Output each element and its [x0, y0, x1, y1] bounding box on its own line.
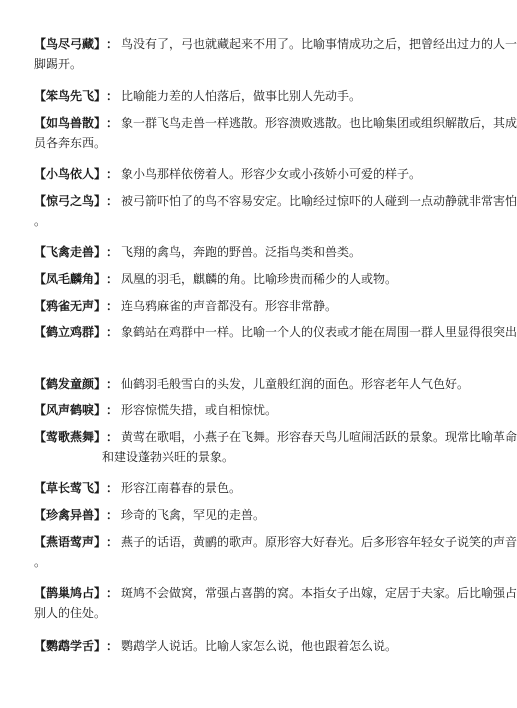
- colon: ：: [106, 245, 119, 259]
- idiom-term: 【鹤发童颜】: [34, 377, 107, 391]
- idiom-term: 【笨鸟先飞】: [34, 89, 107, 103]
- idiom-term: 【鹤立鸡群】: [34, 325, 107, 339]
- idiom-term: 【小鸟依人】: [34, 167, 107, 181]
- colon: ：: [106, 299, 119, 313]
- idiom-definition: 象鹤站在鸡群中一样。比喻一个人的仪表或才能在周围一群人里显得很突出: [121, 325, 517, 339]
- idiom-definition-continued: 。: [34, 214, 47, 228]
- colon: ：: [106, 325, 119, 339]
- idiom-definition: 黄莺在歌唱，小燕子在飞舞。形容春天鸟儿喧闹活跃的景象。现常比喻革命: [121, 430, 517, 444]
- idiom-entry: [34, 636, 472, 656]
- idiom-definition: 凤凰的羽毛，麒麟的角。比喻珍贵而稀少的人或物。: [121, 272, 398, 286]
- idiom-definition: 仙鹤羽毛般雪白的头发，儿童般红润的面色。形容老年人气色好。: [121, 377, 470, 391]
- colon: ：: [106, 403, 119, 417]
- idiom-term: 【飞禽走兽】: [34, 245, 107, 259]
- idiom-definition: 鹦鹉学人说话。比喻人家怎么说，他也跟着怎么说。: [121, 639, 398, 653]
- idiom-definition: 形容江南暮春的景色。: [121, 481, 242, 495]
- idiom-entry: [34, 34, 517, 74]
- idiom-definition: 象一群飞鸟走兽一样逃散。形容溃败逃散。也比喻集团或组织解散后，其成: [121, 116, 517, 130]
- idiom-definition: 鸟没有了，弓也就藏起来不用了。比喻事情成功之后，把曾经出过力的人一: [121, 37, 517, 51]
- idiom-definition: 燕子的话语，黄鹂的歌声。原形容大好春光。后多形容年轻女子说笑的声音: [121, 535, 517, 549]
- idiom-definition-continued: 。: [34, 555, 47, 569]
- colon: ：: [106, 272, 119, 286]
- idiom-entry: [34, 532, 517, 572]
- idiom-definition: 珍奇的飞禽，罕见的走兽。: [121, 508, 266, 522]
- idiom-definition-continued: 和建设蓬勃兴旺的景象。: [102, 450, 235, 464]
- idiom-definition-continued: 员各奔东西。: [34, 136, 107, 150]
- idiom-term: 【鹦鹉学舌】: [34, 639, 107, 653]
- idiom-term: 【草长莺飞】: [34, 481, 107, 495]
- idiom-definition-continued: 别人的住处。: [34, 606, 107, 620]
- idiom-term: 【莺歌燕舞】: [34, 430, 107, 444]
- idiom-entry: [34, 113, 517, 153]
- idiom-entry: [34, 164, 472, 184]
- idiom-entry: [34, 583, 517, 623]
- idiom-term: 【如鸟兽散】: [34, 116, 107, 130]
- idiom-definition-continued: 脚踢开。: [34, 57, 83, 71]
- idiom-term: 【风声鹤唳】: [34, 403, 107, 417]
- idiom-definition: 被弓箭吓怕了的鸟不容易安定。比喻经过惊吓的人碰到一点动静就非常害怕: [121, 194, 517, 208]
- idiom-term: 【珍禽异兽】: [34, 508, 107, 522]
- colon: ：: [106, 116, 119, 130]
- idiom-definition: 斑鸠不会做窝，常强占喜鹊的窝。本指女子出嫁，定居于夫家。后比喻强占: [121, 586, 517, 600]
- colon: ：: [106, 535, 119, 549]
- colon: ：: [106, 194, 119, 208]
- idiom-entry: [34, 296, 472, 316]
- idiom-term: 【燕语莺声】: [34, 535, 107, 549]
- idiom-term: 【惊弓之鸟】: [34, 194, 107, 208]
- colon: ：: [106, 481, 119, 495]
- idiom-definition: 连乌鸦麻雀的声音都没有。形容非常静。: [121, 299, 338, 313]
- idiom-entry: [34, 427, 517, 467]
- idiom-entry: [34, 322, 517, 342]
- colon: ：: [106, 37, 119, 51]
- idiom-term: 【鸦雀无声】: [34, 299, 107, 313]
- idiom-entry: [34, 505, 472, 525]
- idiom-definition: 象小鸟那样依傍着人。形容少女或小孩娇小可爱的样子。: [121, 167, 422, 181]
- idiom-entry: [34, 191, 517, 231]
- idiom-term: 【凤毛麟角】: [34, 272, 107, 286]
- idiom-definition: 比喻能力差的人怕落后，做事比别人先动手。: [121, 89, 362, 103]
- colon: ：: [106, 430, 119, 444]
- idiom-entry: [34, 269, 472, 289]
- idiom-entry: [34, 86, 472, 106]
- colon: ：: [106, 377, 119, 391]
- colon: ：: [106, 167, 119, 181]
- idiom-term: 【鸟尽弓藏】: [34, 37, 107, 51]
- idiom-entry: [34, 478, 472, 498]
- idiom-definition: 飞翔的禽鸟，奔跑的野兽。泛指鸟类和兽类。: [121, 245, 362, 259]
- idiom-entry: [34, 374, 472, 394]
- colon: ：: [106, 508, 119, 522]
- colon: ：: [106, 639, 119, 653]
- idiom-entry: [34, 400, 472, 420]
- idiom-term: 【鹊巢鸠占】: [34, 586, 107, 600]
- colon: ：: [106, 89, 119, 103]
- idiom-entry: [34, 242, 472, 262]
- colon: ：: [106, 586, 119, 600]
- idiom-definition: 形容惊慌失措，或自相惊忧。: [121, 403, 278, 417]
